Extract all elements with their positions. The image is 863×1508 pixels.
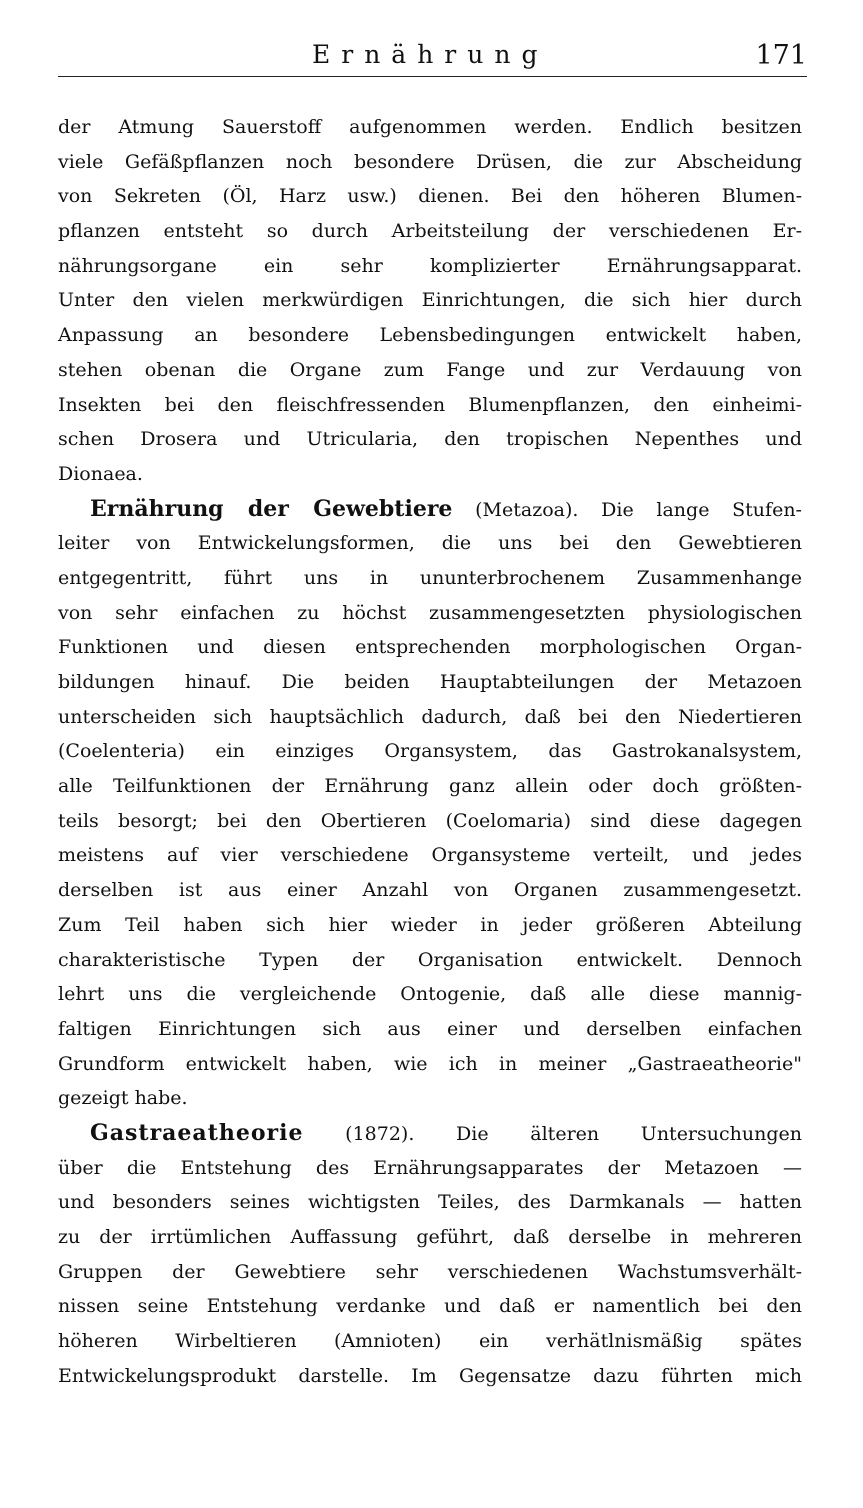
section-heading: Ernährung der Gewebtiere [90, 495, 453, 522]
text-line: lehrt uns die vergleichende Ontogenie, daß alle diese mannig- [58, 983, 802, 1006]
text-line: der Atmung Sauerstoff aufgenommen werden. Endlich besitzen [58, 116, 802, 138]
text-line: gezeigt habe. [58, 1087, 188, 1110]
text-line: Funktionen und diesen entsprechenden morphologischen Organ- [58, 636, 802, 659]
text-line: nissen seine Entstehung verdanke und daß er namentlich bei den [58, 1295, 802, 1318]
text-line: teils besorgt; bei den Obertieren (Coelomaria) sind diese dagegen [58, 809, 802, 832]
text-line: von sehr einfachen zu höchst zusammengesetzten physiologischen [58, 601, 802, 624]
text-line: höheren Wirbeltieren (Amnioten) ein verhätlnismäßig spätes [58, 1330, 802, 1353]
text-line: pflanzen entsteht so durch Arbeitsteilung der verschiedenen Er- [58, 220, 802, 243]
text-run: (1872). Die älteren Untersuchungen [345, 1122, 802, 1145]
section-heading: Gastraeatheorie [90, 1119, 304, 1146]
text-run: (Metazoa). Die lange Stufen- [475, 498, 802, 521]
section-heading-line [58, 1116, 802, 1151]
text-line: und besonders seines wichtigsten Teiles, des Darmkanals — hatten [58, 1191, 802, 1214]
text-line: derselben ist aus einer Anzahl von Organen zusammengesetzt. [58, 879, 802, 902]
text-line: Insekten bei den fleischfressenden Blumenpflanzen, den einheimi- [58, 393, 802, 416]
text-line: bildungen hinauf. Die beiden Hauptabteilungen der Metazoen [58, 671, 802, 693]
text-line: meistens auf vier verschiedene Organsysteme verteilt, und jedes [58, 844, 802, 867]
text-line: charakteristische Typen der Organisation entwickelt. Dennoch [58, 948, 802, 971]
body-text [58, 110, 802, 1393]
text-line: stehen obenan die Organe zum Fange und zur Verdauung von [58, 358, 802, 381]
text-line: leiter von Entwickelungsformen, die uns bei den Gewebtieren [58, 532, 802, 555]
text-line: Anpassung an besondere Lebensbedingungen entwickelt haben, [58, 324, 802, 347]
header-rule [58, 76, 807, 77]
text-line: faltigen Einrichtungen sich aus einer und derselben einfachen [58, 1017, 802, 1040]
text-line: Unter den vielen merkwürdigen Einrichtungen, die sich hier durch [58, 289, 802, 312]
text-line: Zum Teil haben sich hier wieder in jeder größeren Abteilung [58, 913, 802, 936]
text-line: Gruppen der Gewebtiere sehr verschiedenen Wachstumsverhält- [58, 1260, 802, 1283]
page-number: 171 [755, 40, 807, 71]
section-heading-line [58, 492, 802, 527]
text-line: Entwickelungsprodukt darstelle. Im Gegensatze dazu führten mich [58, 1364, 802, 1387]
running-title: Ernährung [312, 40, 549, 69]
text-line: (Coelenteria) ein einziges Organsystem, das Gastrokanalsystem, [58, 740, 802, 763]
text-line: schen Drosera und Utricularia, den tropischen Nepenthes und [58, 428, 802, 451]
text-line: über die Entstehung des Ernährungsapparates der Metazoen — [58, 1156, 802, 1179]
text-line: unterscheiden sich hauptsächlich dadurch, daß bei den Niedertieren [58, 705, 802, 728]
text-line: Grundform entwickelt haben, wie ich in meiner „Gastraeatheorie" [58, 1052, 802, 1075]
text-line: von Sekreten (Öl, Harz usw.) dienen. Bei den höheren Blumen- [58, 185, 802, 208]
text-line: alle Teilfunktionen der Ernährung ganz allein oder doch größten- [58, 775, 802, 798]
text-line: zu der irrtümlichen Auffassung geführt, daß derselbe in mehreren [58, 1226, 802, 1248]
text-line: viele Gefäßpflanzen noch besondere Drüsen, die zur Abscheidung [58, 150, 802, 173]
text-line: Dionaea. [58, 462, 143, 485]
text-line: nährungsorgane ein sehr komplizierter Ernährungsapparat. [58, 254, 802, 277]
text-line: entgegentritt, führt uns in ununterbrochenem Zusammenhange [58, 566, 802, 589]
